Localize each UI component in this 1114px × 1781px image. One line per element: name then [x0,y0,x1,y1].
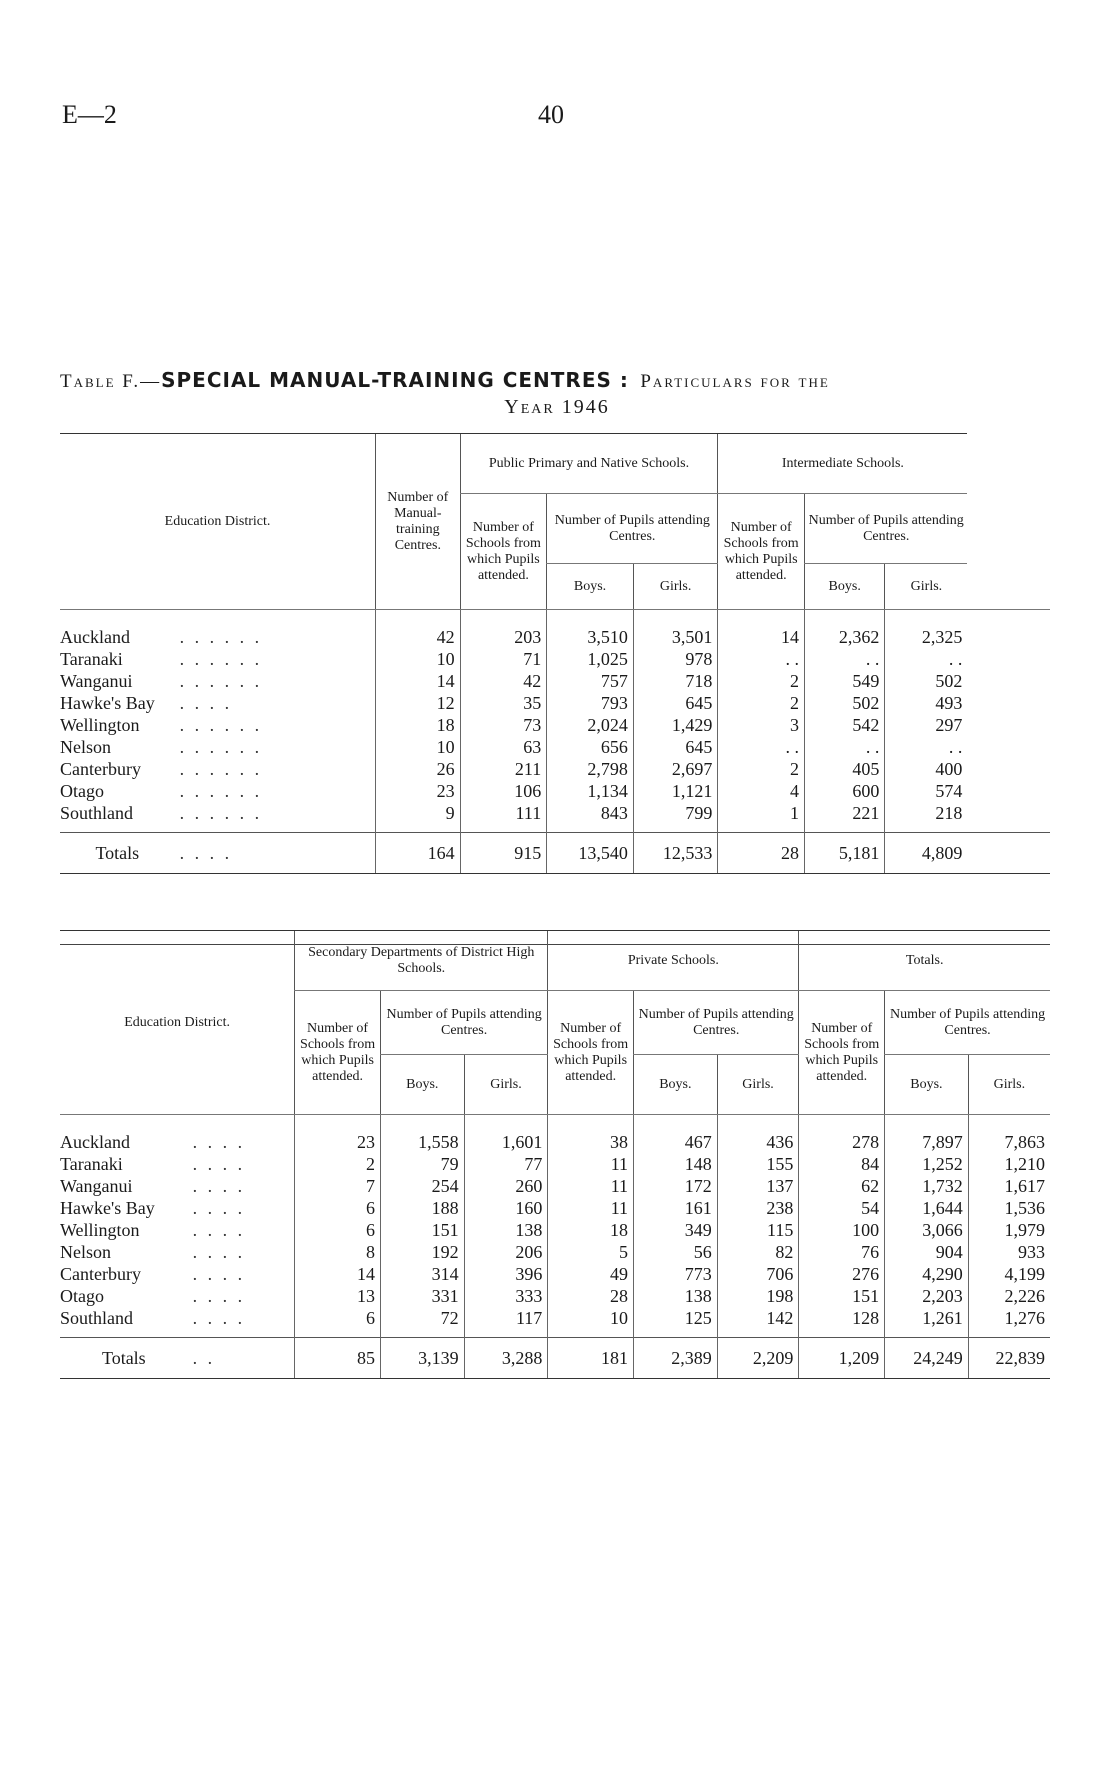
total-i-schools: 28 [718,833,805,874]
table-row [60,1115,1050,1154]
cell-centres: 18 [376,714,461,736]
leader-dots: . . . . [192,1198,246,1218]
header-primary-group: Public Primary and Native Schools. [460,434,718,494]
cell-t-schools: 278 [799,1115,885,1154]
cell-i-boys: 221 [804,802,884,833]
header-education-district: Education District. [60,931,295,1115]
header-totals-girls: Girls. [968,1055,1050,1115]
cell-s-girls: 396 [464,1263,548,1285]
cell-p-schools: 71 [460,648,547,670]
page-identifier: E—2 [62,100,117,129]
cell-p-boys: 3,510 [547,610,634,649]
cell-pr-schools: 28 [548,1285,634,1307]
cell-t-boys: 2,203 [885,1285,969,1307]
cell-p-girls: 645 [633,736,718,758]
totals-row [60,833,1050,874]
cell-i-boys: . . [804,736,884,758]
totals-row [60,1338,1050,1379]
district-name: Canterbury [60,759,141,779]
leader-dots: . . . . . . [179,627,263,647]
cell-p-boys: 1,025 [547,648,634,670]
table-row [60,1153,1050,1175]
district-name: Southland [60,1308,134,1328]
cell-p-girls: 645 [633,692,718,714]
cell-pr-girls: 706 [717,1263,799,1285]
spacer-cell [967,802,1050,833]
leader-dots: . . . . . . [179,737,263,757]
cell-i-schools: 1 [718,802,805,833]
header-primary-boys: Boys. [547,564,634,610]
cell-t-boys: 1,252 [885,1153,969,1175]
spacer-cell [967,610,1050,649]
total-s-schools: 85 [295,1338,381,1379]
spacer-cell [967,736,1050,758]
cell-t-schools: 100 [799,1219,885,1241]
cell-s-girls: 160 [464,1197,548,1219]
cell-p-girls: 978 [633,648,718,670]
header-primary-num-schools: Number of Schools from which Pupils attended. [460,494,547,610]
cell-t-schools: 62 [799,1175,885,1197]
total-t-boys: 24,249 [885,1338,969,1379]
spacer-cell [967,648,1050,670]
leader-dots: . . . . [180,833,376,874]
cell-pr-boys: 125 [634,1307,718,1338]
cell-i-schools: 2 [718,692,805,714]
totals-label: Totals [60,1338,193,1379]
total-p-schools: 915 [460,833,547,874]
cell-t-girls: 1,979 [968,1219,1050,1241]
cell-t-boys: 4,290 [885,1263,969,1285]
cell-i-girls: 574 [885,780,968,802]
cell-pr-schools: 38 [548,1115,634,1154]
total-t-girls: 22,839 [968,1338,1050,1379]
cell-t-schools: 151 [799,1285,885,1307]
table-secondary-private-totals [60,930,1050,1379]
cell-pr-boys: 138 [634,1285,718,1307]
cell-i-girls: 297 [885,714,968,736]
cell-pr-schools: 18 [548,1219,634,1241]
cell-i-schools: 2 [718,670,805,692]
total-pr-boys: 2,389 [634,1338,718,1379]
leader-dots: . . . . . . [179,715,263,735]
cell-s-girls: 260 [464,1175,548,1197]
cell-p-schools: 42 [460,670,547,692]
cell-centres: 14 [376,670,461,692]
spacer-cell [967,692,1050,714]
cell-s-boys: 151 [380,1219,464,1241]
leader-dots: . . . . . . [179,671,263,691]
cell-p-girls: 718 [633,670,718,692]
header-intermediate-boys: Boys. [804,564,884,610]
header-intermediate-num-pupils: Number of Pupils attending Centres. [804,494,967,564]
table-row [60,610,1050,649]
spacer-cell [967,714,1050,736]
cell-t-boys: 3,066 [885,1219,969,1241]
district-name: Auckland [60,1132,130,1152]
table-row [60,1197,1050,1219]
district-name: Auckland [60,627,130,647]
cell-centres: 10 [376,736,461,758]
title-prefix: Table F.— [60,371,162,392]
cell-i-boys: 600 [804,780,884,802]
cell-s-schools: 13 [295,1285,381,1307]
cell-centres: 23 [376,780,461,802]
header-intermediate-num-schools: Number of Schools from which Pupils attended. [718,494,805,610]
cell-pr-boys: 467 [634,1115,718,1154]
cell-centres: 26 [376,758,461,780]
cell-i-boys: 502 [804,692,884,714]
district-name: Nelson [60,1242,111,1262]
header-secondary-group: Secondary Departments of District High Schools. [295,931,548,991]
total-s-boys: 3,139 [380,1338,464,1379]
cell-t-schools: 76 [799,1241,885,1263]
cell-centres: 42 [376,610,461,649]
cell-s-boys: 314 [380,1263,464,1285]
cell-i-boys: 405 [804,758,884,780]
cell-s-girls: 333 [464,1285,548,1307]
cell-t-girls: 1,617 [968,1175,1050,1197]
table-row [60,1219,1050,1241]
cell-pr-boys: 172 [634,1175,718,1197]
cell-i-schools: 4 [718,780,805,802]
cell-p-girls: 1,429 [633,714,718,736]
cell-p-schools: 106 [460,780,547,802]
cell-s-girls: 206 [464,1241,548,1263]
cell-t-girls: 4,199 [968,1263,1050,1285]
cell-s-girls: 138 [464,1219,548,1241]
cell-s-boys: 1,558 [380,1115,464,1154]
spacer-cell [967,780,1050,802]
cell-s-schools: 2 [295,1153,381,1175]
cell-p-schools: 63 [460,736,547,758]
district-name: Taranaki [60,649,123,669]
cell-pr-girls: 115 [717,1219,799,1241]
cell-t-girls: 1,276 [968,1307,1050,1338]
cell-p-schools: 203 [460,610,547,649]
cell-i-boys: . . [804,648,884,670]
cell-s-boys: 72 [380,1307,464,1338]
leader-dots: . . . . [192,1220,246,1240]
cell-s-girls: 117 [464,1307,548,1338]
cell-i-girls: 218 [885,802,968,833]
total-centres: 164 [376,833,461,874]
header-intermediate-group: Intermediate Schools. [718,434,968,494]
total-t-schools: 1,209 [799,1338,885,1379]
table-row [60,758,1050,780]
cell-i-boys: 2,362 [804,610,884,649]
table-row [60,648,1050,670]
header-manual-training-centres: Number of Manual-training Centres. [376,434,461,610]
table-row [60,1241,1050,1263]
cell-s-schools: 7 [295,1175,381,1197]
cell-centres: 9 [376,802,461,833]
total-i-boys: 5,181 [804,833,884,874]
cell-t-girls: 933 [968,1241,1050,1263]
table-row [60,736,1050,758]
header-private-num-schools: Number of Schools from which Pupils attended. [548,991,634,1115]
district-name: Otago [60,781,104,801]
cell-i-schools: 3 [718,714,805,736]
spacer-cell [967,758,1050,780]
cell-pr-girls: 142 [717,1307,799,1338]
leader-dots: . . . . . . [179,803,263,823]
table-row [60,1307,1050,1338]
district-name: Nelson [60,737,111,757]
cell-s-boys: 192 [380,1241,464,1263]
leader-dots: . . . . [192,1308,246,1328]
cell-s-schools: 6 [295,1307,381,1338]
cell-i-girls: . . [885,736,968,758]
cell-p-girls: 799 [633,802,718,833]
table-row [60,780,1050,802]
cell-s-girls: 77 [464,1153,548,1175]
cell-s-boys: 188 [380,1197,464,1219]
cell-i-girls: 2,325 [885,610,968,649]
leader-dots: . . . . [192,1264,246,1284]
leader-dots: . . . . . . [179,781,263,801]
cell-t-boys: 1,644 [885,1197,969,1219]
cell-pr-schools: 11 [548,1197,634,1219]
header-totals-boys: Boys. [885,1055,969,1115]
cell-s-schools: 6 [295,1219,381,1241]
cell-i-girls: 493 [885,692,968,714]
cell-t-boys: 7,897 [885,1115,969,1154]
total-pr-girls: 2,209 [717,1338,799,1379]
cell-pr-boys: 349 [634,1219,718,1241]
district-name: Southland [60,803,134,823]
cell-i-schools: 2 [718,758,805,780]
district-name: Wellington [60,715,140,735]
cell-p-girls: 1,121 [633,780,718,802]
leader-dots: . . . . [179,693,233,713]
cell-i-girls: . . [885,648,968,670]
header-secondary-girls: Girls. [464,1055,548,1115]
cell-t-girls: 7,863 [968,1115,1050,1154]
table-row [60,714,1050,736]
cell-i-girls: 502 [885,670,968,692]
district-name: Wanganui [60,1176,133,1196]
spacer-cell [967,670,1050,692]
district-name: Otago [60,1286,104,1306]
cell-centres: 12 [376,692,461,714]
cell-t-schools: 128 [799,1307,885,1338]
cell-pr-schools: 11 [548,1153,634,1175]
cell-pr-schools: 5 [548,1241,634,1263]
cell-pr-boys: 161 [634,1197,718,1219]
leader-dots: . . . . [192,1132,246,1152]
district-name: Wanganui [60,671,133,691]
total-p-boys: 13,540 [547,833,634,874]
leader-dots: . . . . [192,1154,246,1174]
cell-i-girls: 400 [885,758,968,780]
cell-s-girls: 1,601 [464,1115,548,1154]
leader-dots: . . . . . . [179,759,263,779]
cell-s-boys: 254 [380,1175,464,1197]
cell-pr-schools: 11 [548,1175,634,1197]
leader-dots: . . [193,1338,295,1379]
cell-pr-girls: 82 [717,1241,799,1263]
totals-label: Totals [60,833,180,874]
table-primary-intermediate [60,433,1050,874]
cell-t-schools: 276 [799,1263,885,1285]
cell-p-schools: 211 [460,758,547,780]
cell-i-schools: . . [718,736,805,758]
leader-dots: . . . . [192,1286,246,1306]
header-totals-num-pupils: Number of Pupils attending Centres. [885,991,1050,1055]
leader-dots: . . . . . . [179,649,263,669]
total-s-girls: 3,288 [464,1338,548,1379]
cell-p-schools: 111 [460,802,547,833]
district-name: Hawke's Bay [60,693,155,713]
cell-s-schools: 23 [295,1115,381,1154]
cell-p-boys: 1,134 [547,780,634,802]
cell-s-schools: 6 [295,1197,381,1219]
header-private-girls: Girls. [717,1055,799,1115]
cell-pr-boys: 148 [634,1153,718,1175]
table-row [60,1175,1050,1197]
header-secondary-num-schools: Number of Schools from which Pupils attended. [295,991,381,1115]
district-name: Wellington [60,1220,140,1240]
district-name: Canterbury [60,1264,141,1284]
header-secondary-num-pupils: Number of Pupils attending Centres. [380,991,547,1055]
cell-t-boys: 904 [885,1241,969,1263]
header-primary-girls: Girls. [633,564,718,610]
header-primary-num-pupils: Number of Pupils attending Centres. [547,494,718,564]
district-name: Hawke's Bay [60,1198,155,1218]
cell-p-girls: 2,697 [633,758,718,780]
header-private-boys: Boys. [634,1055,718,1115]
cell-t-girls: 1,536 [968,1197,1050,1219]
cell-p-boys: 757 [547,670,634,692]
table-title-line2: Year 1946 [504,396,610,418]
cell-t-schools: 84 [799,1153,885,1175]
cell-t-boys: 1,261 [885,1307,969,1338]
cell-centres: 10 [376,648,461,670]
table-row [60,692,1050,714]
header-totals-num-schools: Number of Schools from which Pupils attended. [799,991,885,1115]
cell-t-boys: 1,732 [885,1175,969,1197]
cell-i-boys: 542 [804,714,884,736]
cell-pr-schools: 10 [548,1307,634,1338]
cell-pr-girls: 155 [717,1153,799,1175]
cell-pr-boys: 773 [634,1263,718,1285]
cell-s-boys: 79 [380,1153,464,1175]
header-private-group: Private Schools. [548,931,799,991]
cell-t-girls: 1,210 [968,1153,1050,1175]
spacer-cell [967,833,1050,874]
cell-p-boys: 793 [547,692,634,714]
page-number: 40 [538,100,564,129]
cell-pr-boys: 56 [634,1241,718,1263]
cell-i-schools: 14 [718,610,805,649]
table-title [60,368,1050,393]
total-pr-schools: 181 [548,1338,634,1379]
leader-dots: . . . . [192,1242,246,1262]
header-totals-group: Totals. [799,931,1050,991]
cell-i-boys: 549 [804,670,884,692]
cell-p-girls: 3,501 [633,610,718,649]
cell-s-schools: 8 [295,1241,381,1263]
cell-p-boys: 2,798 [547,758,634,780]
cell-s-schools: 14 [295,1263,381,1285]
header-private-num-pupils: Number of Pupils attending Centres. [634,991,799,1055]
cell-p-schools: 73 [460,714,547,736]
table-row [60,1263,1050,1285]
cell-p-boys: 843 [547,802,634,833]
cell-pr-girls: 436 [717,1115,799,1154]
cell-t-schools: 54 [799,1197,885,1219]
cell-pr-girls: 137 [717,1175,799,1197]
cell-p-boys: 656 [547,736,634,758]
total-i-girls: 4,809 [885,833,968,874]
header-secondary-boys: Boys. [380,1055,464,1115]
cell-p-boys: 2,024 [547,714,634,736]
total-p-girls: 12,533 [633,833,718,874]
table-row [60,670,1050,692]
cell-pr-girls: 238 [717,1197,799,1219]
cell-pr-girls: 198 [717,1285,799,1307]
header-education-district: Education District. [60,434,376,610]
leader-dots: . . . . [192,1176,246,1196]
title-main: SPECIAL MANUAL-TRAINING CENTRES : [161,368,629,392]
cell-s-boys: 331 [380,1285,464,1307]
table-row [60,1285,1050,1307]
district-name: Taranaki [60,1154,123,1174]
cell-i-schools: . . [718,648,805,670]
cell-pr-schools: 49 [548,1263,634,1285]
cell-t-girls: 2,226 [968,1285,1050,1307]
table-row [60,802,1050,833]
header-intermediate-girls: Girls. [885,564,968,610]
title-suffix: Particulars for the [640,371,830,392]
cell-p-schools: 35 [460,692,547,714]
